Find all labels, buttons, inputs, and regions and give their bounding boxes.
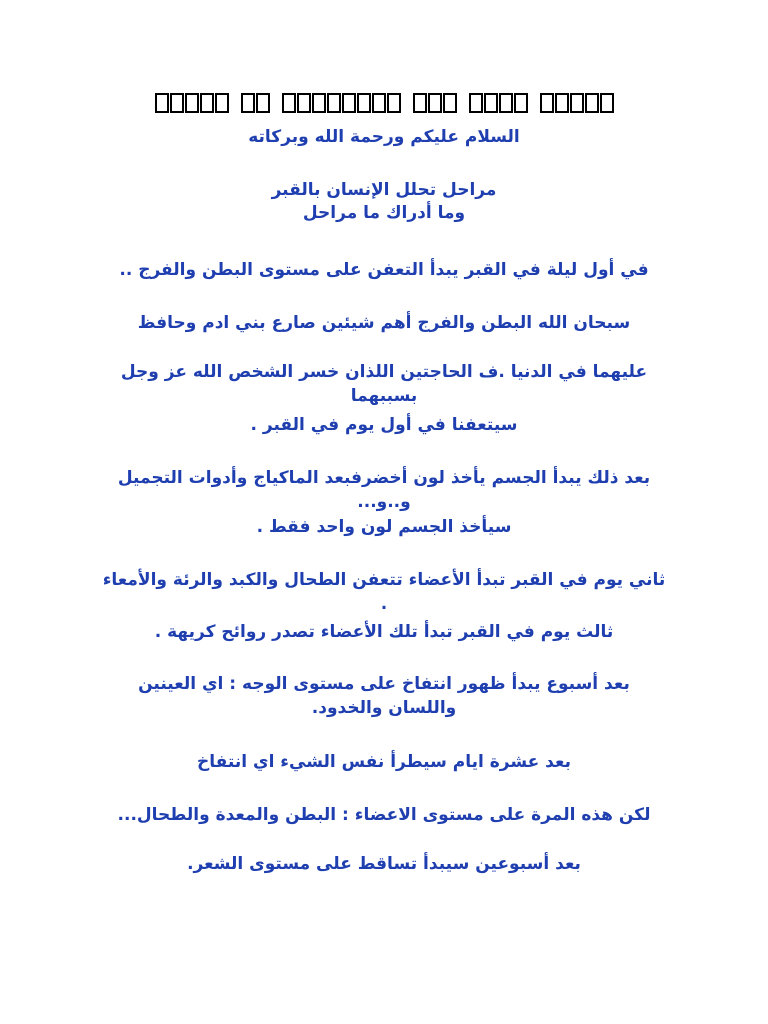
missing-glyph-box bbox=[200, 93, 214, 113]
title-word-boxes bbox=[413, 93, 457, 113]
missing-glyph-box bbox=[555, 93, 569, 113]
missing-glyph-box bbox=[357, 93, 371, 113]
missing-glyph-box bbox=[155, 93, 169, 113]
missing-glyph-box bbox=[297, 93, 311, 113]
missing-glyph-box bbox=[327, 93, 341, 113]
title-word-boxes bbox=[469, 93, 528, 113]
title-missing-glyphs bbox=[155, 93, 614, 113]
missing-glyph-box bbox=[469, 93, 483, 113]
document-title bbox=[0, 90, 768, 116]
missing-glyph-box bbox=[170, 93, 184, 113]
paragraph-line: بعد أسبوع يبدأ ظهور انتفاخ على مستوى الوجه : اي العينين واللسان والخدود. bbox=[138, 674, 630, 718]
missing-glyph-box bbox=[570, 93, 584, 113]
paragraph-line: بعد ذلك يبدأ الجسم يأخذ لون أخضرفبعد الماكياج وأدوات التجميل و..و... bbox=[117, 468, 651, 512]
paragraph-line: عليهما في الدنيا .ف الحاجتين اللذان خسر الشخص الله عز وجل بسببهما bbox=[120, 362, 648, 406]
paragraph-line: لكن هذه المرة على مستوى الاعضاء : البطن والمعدة والطحال... bbox=[117, 805, 651, 825]
title-word-boxes bbox=[282, 93, 401, 113]
paragraph-line: سبحان الله البطن والفرج أهم شيئين صارع بني ادم وحافظ bbox=[137, 313, 631, 333]
missing-glyph-box bbox=[387, 93, 401, 113]
paragraph-line: بعد أسبوعين سيبدأ تساقط على مستوى الشعر. bbox=[187, 854, 581, 874]
paragraph-line: سيأخذ الجسم لون واحد فقط . bbox=[256, 517, 512, 537]
subheading-line: وما أدراك ما مراحل bbox=[302, 203, 466, 223]
missing-glyph-box bbox=[256, 93, 270, 113]
missing-glyph-box bbox=[585, 93, 599, 113]
greeting-line: السلام عليكم ورحمة الله وبركاته bbox=[248, 127, 520, 147]
missing-glyph-box bbox=[600, 93, 614, 113]
title-word-boxes bbox=[540, 93, 614, 113]
missing-glyph-box bbox=[372, 93, 386, 113]
paragraph-line: سيتعفنا في أول يوم في القبر . bbox=[250, 415, 518, 435]
missing-glyph-box bbox=[443, 93, 457, 113]
paragraph-line: بعد عشرة ايام سيطرأ نفس الشيء اي انتفاخ bbox=[197, 752, 571, 772]
missing-glyph-box bbox=[282, 93, 296, 113]
missing-glyph-box bbox=[514, 93, 528, 113]
paragraph-line: في أول ليلة في القبر يبدأ التعفن على مستوى البطن والفرج .. bbox=[119, 260, 649, 280]
heading-line: مراحل تحلل الإنسان بالقبر bbox=[271, 180, 497, 200]
missing-glyph-box bbox=[540, 93, 554, 113]
missing-glyph-box bbox=[215, 93, 229, 113]
missing-glyph-box bbox=[185, 93, 199, 113]
missing-glyph-box bbox=[312, 93, 326, 113]
paragraph-line: ثالث يوم في القبر تبدأ تلك الأعضاء تصدر روائح كريهة . bbox=[154, 622, 614, 642]
missing-glyph-box bbox=[499, 93, 513, 113]
missing-glyph-box bbox=[484, 93, 498, 113]
title-word-boxes bbox=[241, 93, 270, 113]
missing-glyph-box bbox=[241, 93, 255, 113]
title-word-boxes bbox=[155, 93, 229, 113]
missing-glyph-box bbox=[428, 93, 442, 113]
paragraph-line: ثاني يوم في القبر تبدأ الأعضاء تتعفن الطحال والكبد والرئة والأمعاء . bbox=[102, 570, 666, 614]
missing-glyph-box bbox=[413, 93, 427, 113]
missing-glyph-box bbox=[342, 93, 356, 113]
